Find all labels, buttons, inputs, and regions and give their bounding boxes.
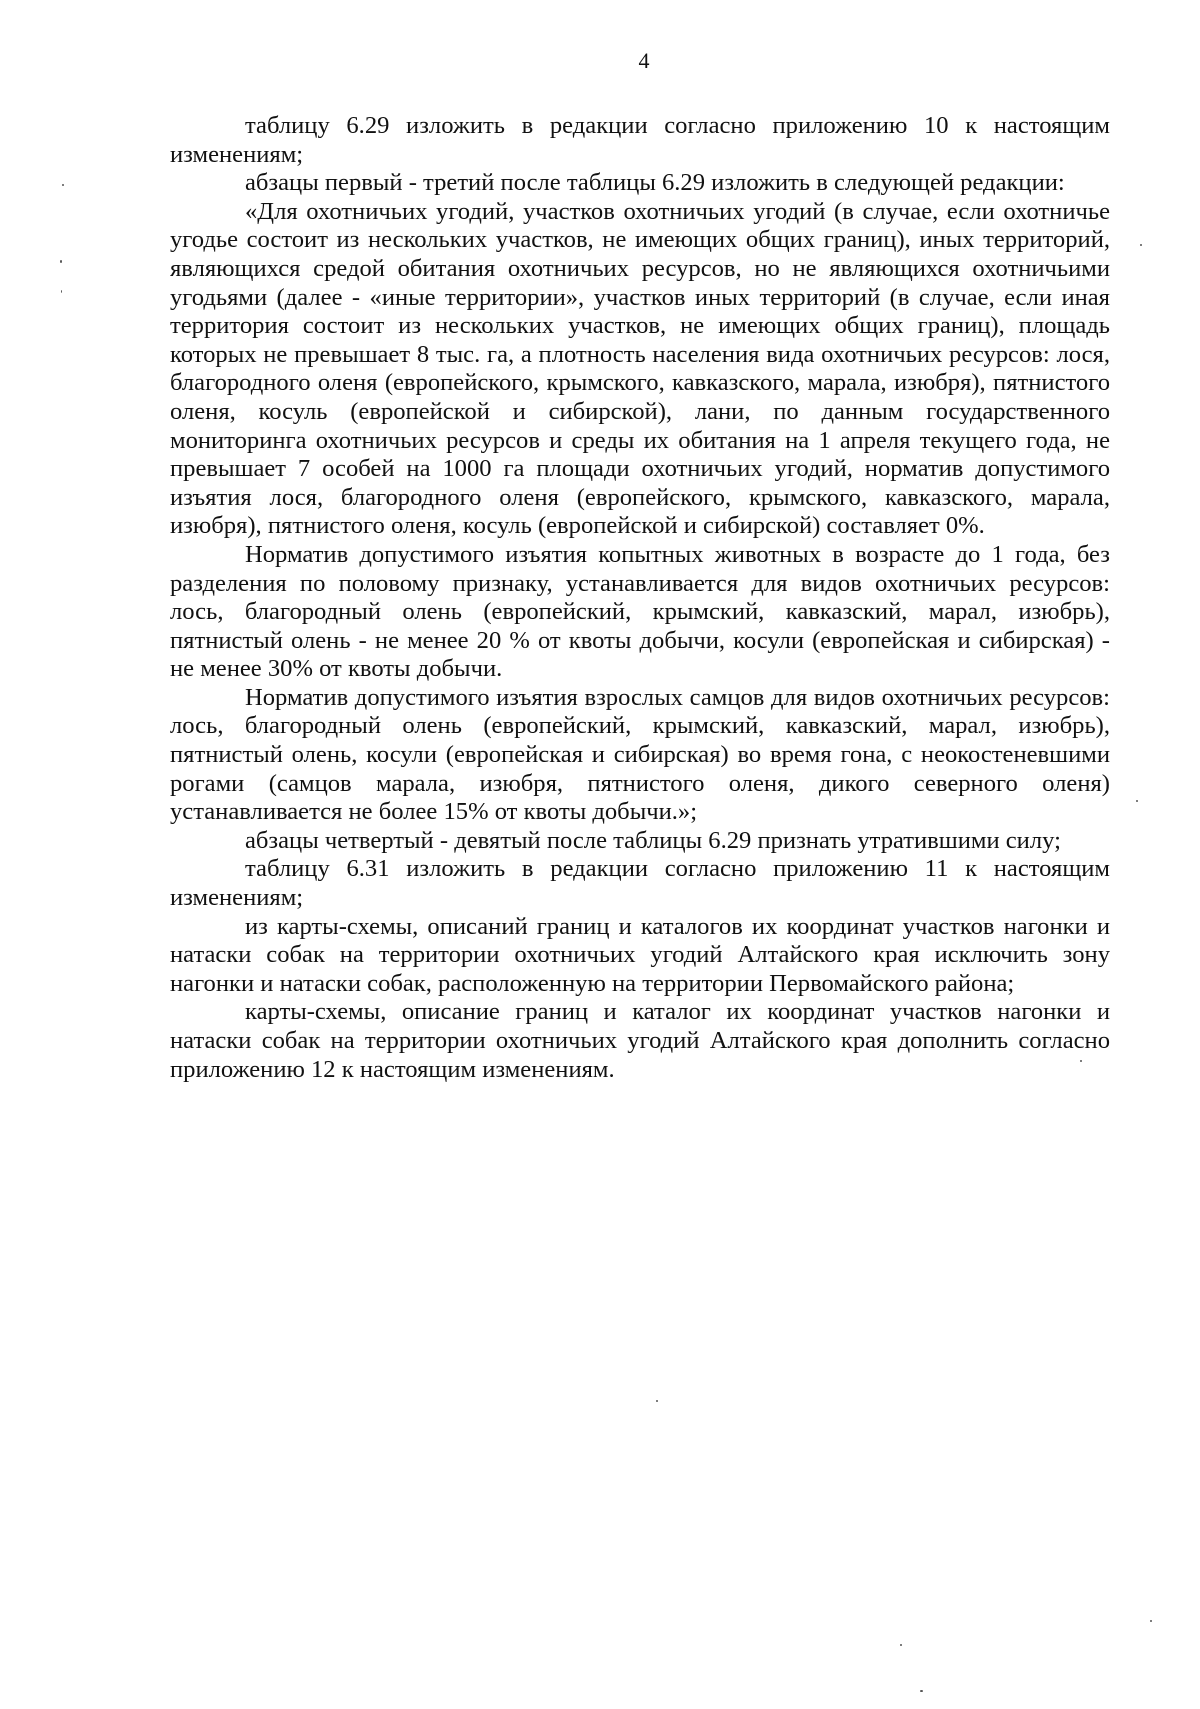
scan-speck bbox=[1136, 800, 1138, 802]
scan-speck bbox=[62, 184, 64, 186]
paragraph-table-6-31: таблицу 6.31 изложить в редакции согласно приложению 11 к настоящим изменениям; bbox=[170, 855, 1110, 912]
page-number: 4 bbox=[638, 48, 650, 73]
paragraph-quote-territories: «Для охотничьих угодий, участков охотничьих угодий (в случае, если охотничье угодье состоит из нескольких участков, не имеющих общих границ), иных территорий, являющихся средой обитания охотничьих ресурсов, но не являющихся охотничьими угодьями (далее - «иные территории», участков иных территорий (в случае, если иная территория состоит из нескольких участков, не имеющих общих границ), площадь которых не превышает 8 тыс. га, а плотность населения вида охотничьих ресурсов: лося, благородного оленя (европейского, крымского, кавказского, марала, изюбря), пятнистого оленя, косуль (европейской и сибирской), лани, по данным государственного мониторинга охотничьих ресурсов и среды их обитания на 1 апреля текущего года, не превышает 7 особей на 1000 га площади охотничьих угодий, норматив допустимого изъятия лося, благородного оленя (европейского, крымского, кавказского, марала, изюбря), пятнистого оленя, косуль (европейской и сибирской) составляет 0%. bbox=[170, 197, 1110, 540]
scan-speck bbox=[920, 1690, 923, 1692]
paragraph-abzacy-1-3: абзацы первый - третий после таблицы 6.29 изложить в следующей редакции: bbox=[245, 169, 1065, 197]
scan-speck bbox=[656, 1400, 658, 1402]
scan-speck bbox=[900, 1644, 902, 1646]
scan-speck bbox=[60, 260, 62, 263]
scan-speck bbox=[61, 290, 62, 293]
paragraph-norm-young: Норматив допустимого изъятия копытных животных в возрасте до 1 года, без разделения по половому признаку, устанавливается для видов охотничьих ресурсов: лось, благородный олень (европейский, крымский, кавказский, марал, изюбрь), пятнистый олень - не менее 20 % от квоты добычи, косули (европейская и сибирская) - не менее 30% от квоты добычи. bbox=[170, 540, 1110, 683]
scan-speck bbox=[1150, 1620, 1152, 1622]
paragraph-exclude-zone: из карты-схемы, описаний границ и каталогов их координат участков нагонки и натаски собак на территории охотничьих угодий Алтайского края исключить зону нагонки и натаски собак, расположенную на территории Первомайского района; bbox=[170, 912, 1110, 997]
document-body bbox=[170, 112, 1110, 1084]
paragraph-norm-males: Норматив допустимого изъятия взрослых самцов для видов охотничьих ресурсов: лось, благородный олень (европейский, крымский, кавказский, марал, изюбрь), пятнистый олень, косули (европейская и сибирская) во время гона, с неокостеневшими рогами (самцов марала, изюбря, пятнистого оленя, дикого северного оленя) устанавливается не более 15% от квоты добычи.»; bbox=[170, 683, 1110, 826]
scan-speck bbox=[1080, 1060, 1082, 1062]
paragraph-add-maps: карты-схемы, описание границ и каталог их координат участков нагонки и натаски собак на территории охотничьих угодий Алтайского края дополнить согласно приложению 12 к настоящим изменениям. bbox=[170, 998, 1110, 1083]
paragraph-table-6-29: таблицу 6.29 изложить в редакции согласно приложению 10 к настоящим изменениям; bbox=[170, 112, 1110, 168]
scan-speck bbox=[1140, 244, 1142, 246]
paragraph-abzacy-4-9: абзацы четвертый - девятый после таблицы 6.29 признать утратившими силу; bbox=[245, 826, 1061, 854]
